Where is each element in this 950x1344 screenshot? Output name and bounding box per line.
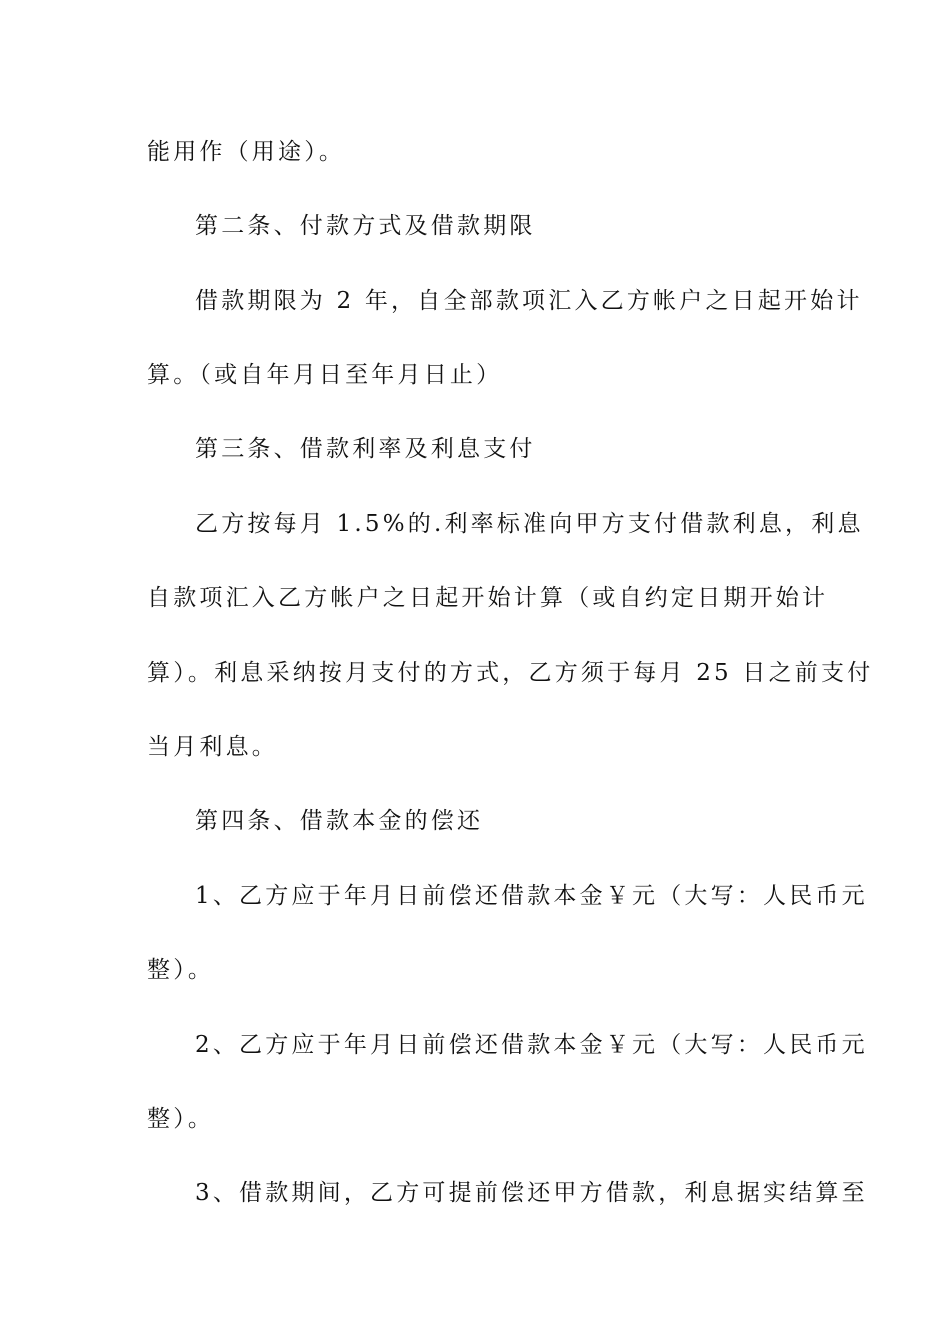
list-item-2: 2、乙方应于年月日前偿还借款本金￥元（大写：人民币元 <box>195 1032 868 1058</box>
section-heading-4: 第四条、借款本金的偿还 <box>195 808 484 834</box>
paragraph-line: 算）。利息采纳按月支付的方式，乙方须于每月 25 日之前支付 <box>147 660 874 686</box>
paragraph-line: 整）。 <box>147 957 215 983</box>
section-heading-3: 第三条、借款利率及利息支付 <box>195 436 536 462</box>
list-item-1: 1、乙方应于年月日前偿还借款本金￥元（大写：人民币元 <box>195 883 868 909</box>
paragraph-line: 乙方按每月 1.5%的.利率标准向甲方支付借款利息，利息 <box>195 511 864 537</box>
section-heading-2: 第二条、付款方式及借款期限 <box>195 213 536 239</box>
paragraph-line: 借款期限为 2 年，自全部款项汇入乙方帐户之日起开始计 <box>195 288 863 314</box>
paragraph-line: 能用作（用途）。 <box>147 139 346 165</box>
paragraph-line: 算。（或自年月日至年月日止） <box>147 362 503 388</box>
paragraph-line: 整）。 <box>147 1106 215 1132</box>
paragraph-line: 当月利息。 <box>147 734 278 760</box>
paragraph-line: 自款项汇入乙方帐户之日起开始计算（或自约定日期开始计 <box>147 585 829 611</box>
list-item-3: 3、借款期间，乙方可提前偿还甲方借款，利息据实结算至 <box>195 1180 868 1206</box>
